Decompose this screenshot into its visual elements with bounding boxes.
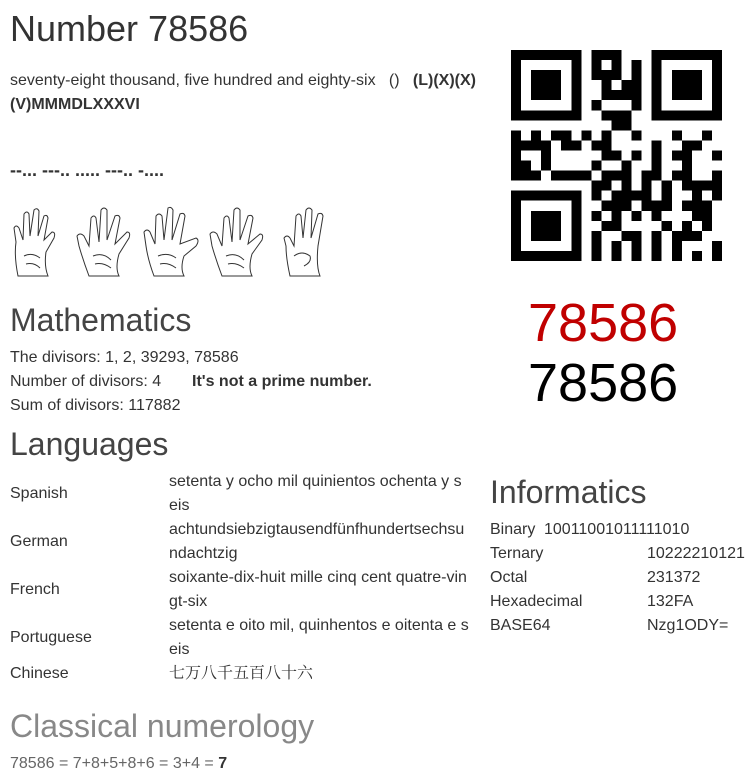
- language-row: [10, 470, 470, 518]
- informatics-label: Hexadecimal: [490, 593, 583, 610]
- hand-sign-icon: [210, 208, 263, 276]
- language-row: [10, 662, 470, 686]
- informatics-label: Ternary: [490, 545, 544, 562]
- informatics-heading: Informatics: [490, 474, 647, 510]
- hand-signs: [10, 206, 340, 282]
- informatics-value: 231372: [647, 569, 701, 586]
- hand-sign-icon: [77, 208, 130, 276]
- big-number-red: 78586: [528, 293, 679, 353]
- numerology-expression: 78586 = 7+8+5+8+6 = 3+4 =: [10, 755, 219, 772]
- language-name: Chinese: [10, 665, 69, 682]
- hand-sign-icon: [144, 207, 198, 276]
- words-paren: (): [388, 72, 400, 89]
- language-row: [10, 614, 470, 662]
- num-divisors-line: Number of divisors: 4: [10, 373, 162, 390]
- informatics-row: [490, 593, 694, 611]
- informatics-value: Nzg1ODY=: [647, 617, 729, 634]
- mathematics-heading: Mathematics: [10, 302, 192, 338]
- informatics-label: Octal: [490, 569, 528, 586]
- language-name: French: [10, 581, 60, 598]
- informatics-row: [490, 521, 690, 539]
- language-value: setenta e oito mil, quinhentos e oitenta e seis: [169, 617, 469, 658]
- morse-code: --... ---.. ..... ---.. -....: [10, 160, 164, 180]
- informatics-row: [490, 617, 729, 635]
- informatics-value: 132FA: [647, 593, 694, 610]
- languages-heading: Languages: [10, 426, 169, 462]
- page-title: Number 78586: [10, 8, 249, 49]
- roman-numeral: (L)(X)(X)(V)MMMDLXXXVI: [10, 72, 476, 113]
- numerology-heading: Classical numerology: [10, 708, 315, 744]
- numerology-result: 7: [218, 755, 228, 772]
- informatics-value: 10011001011111010: [544, 521, 690, 538]
- informatics-label: Binary: [490, 521, 536, 538]
- hand-sign-icon: [284, 208, 323, 276]
- language-value: 七万八千五百八十六: [169, 665, 314, 682]
- language-value: soixante-dix-huit mille cinq cent quatre-vingt-six: [169, 569, 467, 610]
- number-in-words: [10, 69, 480, 117]
- language-name: Spanish: [10, 485, 68, 502]
- numerology-formula: [10, 755, 227, 773]
- informatics-row: [490, 545, 745, 563]
- qr-code: [511, 50, 722, 261]
- divisors-line: The divisors: 1, 2, 39293, 78586: [10, 349, 239, 366]
- language-name: German: [10, 533, 68, 550]
- informatics-value: 10222210121: [647, 545, 745, 562]
- informatics-label: BASE64: [490, 617, 551, 634]
- prime-note: It's not a prime number.: [192, 373, 372, 390]
- language-row: [10, 566, 470, 614]
- language-value: achtundsiebzigtausendfünfhundertsechsundachtzig: [169, 521, 465, 562]
- informatics-row: [490, 569, 701, 587]
- sum-divisors-line: Sum of divisors: 117882: [10, 397, 181, 414]
- hand-sign-icon: [14, 209, 55, 276]
- big-number-black: 78586: [528, 353, 679, 413]
- language-row: [10, 518, 470, 566]
- language-value: setenta y ocho mil quinientos ochenta y seis: [169, 473, 462, 514]
- words-text: seventy-eight thousand, five hundred and eighty-six: [10, 72, 376, 89]
- language-name: Portuguese: [10, 629, 92, 646]
